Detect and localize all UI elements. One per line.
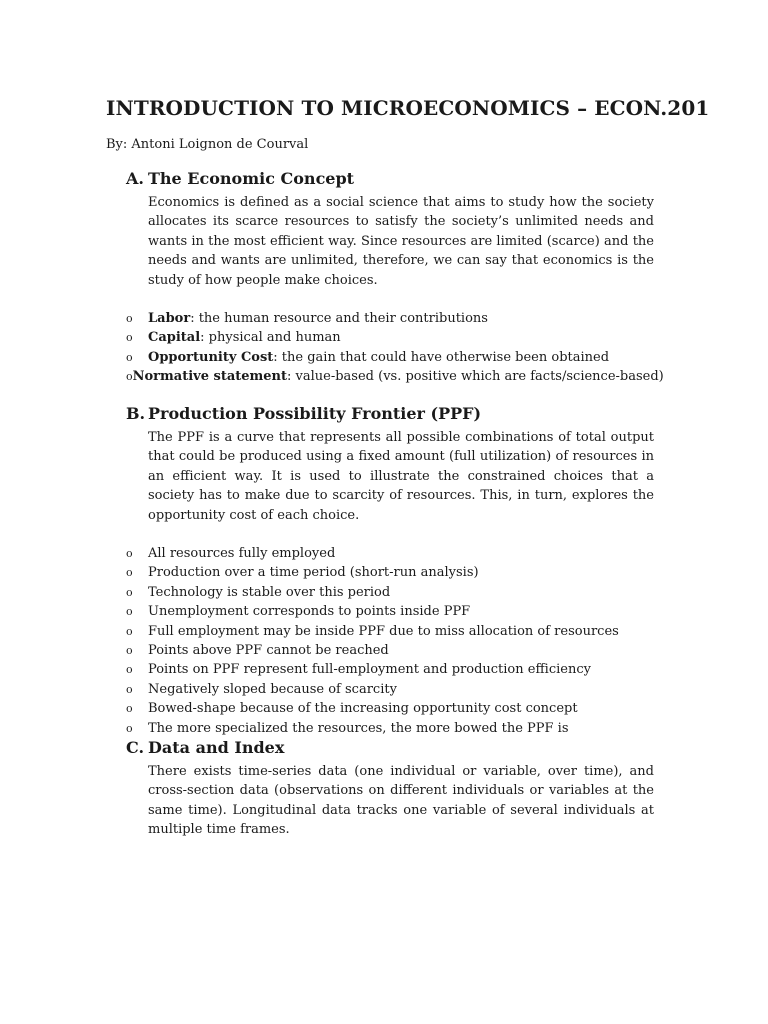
bullet-icon: o <box>126 585 133 599</box>
bullet-icon: o <box>126 312 133 326</box>
list-item: o All resources fully employed <box>148 544 654 563</box>
definition: : physical and human <box>200 330 341 346</box>
section-heading <box>126 404 656 423</box>
list-item: o The more specialized the resources, the more bowed the PPF is <box>148 719 654 738</box>
bullet-icon: o <box>126 624 133 638</box>
list-item: o Full employment may be inside PPF due to miss allocation of resources <box>148 622 654 641</box>
list-item <box>126 328 654 347</box>
section-heading <box>126 738 656 757</box>
page-title: INTRODUCTION TO MICROECONOMICS – ECON.201 <box>106 96 710 120</box>
definition: : the human resource and their contributions <box>190 311 488 327</box>
bullet-icon: o <box>126 644 133 658</box>
section-title: Production Possibility Frontier (PPF) <box>148 404 482 423</box>
list-item <box>126 309 654 328</box>
section-heading <box>126 169 656 188</box>
list-item: o Technology is stable over this period <box>148 583 654 602</box>
list-item: o Unemployment corresponds to points inside PPF <box>148 602 654 621</box>
bullet-icon: o <box>126 721 133 735</box>
section-ppf <box>126 404 656 738</box>
section-title: Data and Index <box>148 738 285 757</box>
section-letter: B. <box>126 404 146 423</box>
definition-list <box>126 309 664 387</box>
term: Normative statement <box>132 369 288 385</box>
definition: : the gain that could have otherwise been obtained <box>273 349 610 365</box>
list-item: o Production over a time period (short-run analysis) <box>148 563 654 582</box>
bullet-icon: o <box>126 605 133 619</box>
ppf-assumptions-list <box>126 544 654 738</box>
bullet-icon: o <box>126 663 133 677</box>
bullet-icon: o <box>126 370 133 384</box>
term: Capital <box>148 330 201 346</box>
term: Opportunity Cost <box>148 349 274 365</box>
term: Labor <box>148 311 191 327</box>
section-data-index <box>126 738 656 840</box>
bullet-icon: o <box>126 331 133 345</box>
section-economic-concept <box>126 169 664 387</box>
list-item: o Bowed-shape because of the increasing opportunity cost concept <box>148 699 654 718</box>
list-item: o Points on PPF represent full-employment and production efficiency <box>148 660 654 679</box>
definition: : value-based (vs. positive which are facts/science-based) <box>287 369 664 385</box>
author-byline: By: Antoni Loignon de Courval <box>106 137 309 152</box>
list-item <box>126 348 654 367</box>
section-letter: C. <box>126 738 145 757</box>
bullet-icon: o <box>126 682 133 696</box>
bullet-icon: o <box>126 566 133 580</box>
list-item: o Points above PPF cannot be reached <box>148 641 654 660</box>
bullet-icon: o <box>126 547 133 561</box>
bullet-icon: o <box>126 702 133 716</box>
section-paragraph: The PPF is a curve that represents all possible combinations of total output that could be produced using a fixed amount (full utilization) of resources in an efficient way. It is used to illustrate the constrained choices that a society has to make due to scarcity of resources. This, in turn, explores the opportunity cost of each choice. <box>148 430 654 523</box>
section-title: The Economic Concept <box>148 169 355 188</box>
list-item: o Negatively sloped because of scarcity <box>148 680 654 699</box>
list-item <box>126 367 664 386</box>
bullet-icon: o <box>126 350 133 364</box>
section-paragraph: Economics is defined as a social science that aims to study how the society allocates its scarce resources to satisfy the society’s unlimited needs and wants in the most efficient way. Since resources are limited (scarce) and the needs and wants are unlimited, therefore, we can say that economics is the study of how people make choices. <box>148 195 654 288</box>
section-paragraph: There exists time-series data (one individual or variable, over time), and cross-section data (observations on different individuals or variables at the same time). Longitudinal data tracks one variable of several individuals at multiple time frames. <box>148 764 654 838</box>
section-letter: A. <box>126 169 144 188</box>
